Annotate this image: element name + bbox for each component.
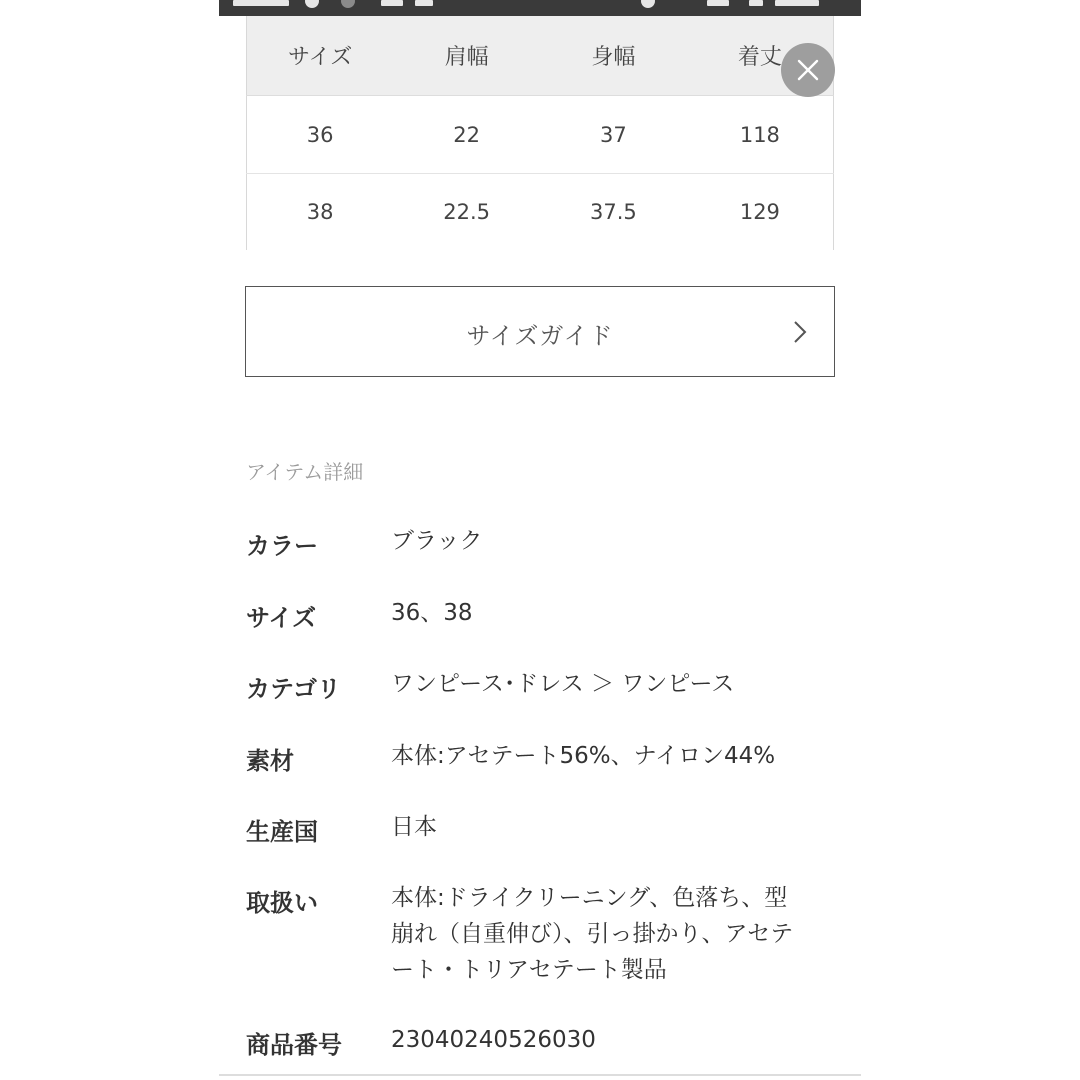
table-cell: 37 [540, 96, 687, 174]
table-cell: 37.5 [589, 200, 637, 224]
table-row [247, 174, 834, 251]
size-table-header: サイズ [247, 16, 394, 96]
detail-label: カテゴリ [246, 675, 342, 703]
detail-label: カラー [246, 532, 318, 560]
signal-icon [707, 0, 729, 6]
table-cell: 129 [739, 200, 780, 224]
chevron-right-icon [793, 320, 807, 344]
detail-label: サイズ [246, 604, 317, 632]
close-icon [796, 58, 820, 82]
notification-icon [381, 0, 403, 6]
detail-label: 素材 [246, 747, 294, 775]
table-cell: 22 [393, 96, 540, 174]
table-cell: 118 [687, 96, 834, 174]
detail-value: 36、38 [391, 600, 473, 626]
clock-fragment [233, 0, 289, 6]
detail-value: ブラック [391, 528, 483, 554]
notification-icon [415, 0, 433, 6]
battery-percent [775, 0, 819, 6]
battery-icon [749, 0, 763, 6]
notification-icon [305, 0, 319, 8]
size-table [246, 16, 834, 250]
care-line: 崩れ（自重伸び）、引っ掛かり、アセテ [391, 921, 794, 947]
size-guide-button[interactable] [245, 286, 835, 377]
size-table-header: 肩幅 [393, 16, 540, 96]
size-table-header: 身幅 [540, 16, 687, 96]
detail-label: 取扱い [246, 889, 318, 917]
item-details-heading: アイテム詳細 [246, 460, 364, 484]
detail-value: 23040240526030 [391, 1027, 596, 1053]
detail-value: 本体:アセテート56%、ナイロン44% [391, 743, 776, 769]
detail-value-care [391, 880, 831, 988]
phone-screen [219, 0, 861, 1080]
table-cell: 38 [306, 200, 334, 224]
status-bar [219, 0, 861, 16]
size-table-header: 着丈 [687, 16, 834, 96]
detail-value: ワンピース･ドレス ＞ ワンピース [391, 671, 735, 697]
care-line: ート・トリアセテート製品 [391, 957, 667, 983]
table-cell: 36 [247, 96, 394, 174]
close-button[interactable] [781, 43, 835, 97]
table-cell: 22.5 [443, 200, 490, 224]
detail-label: 商品番号 [246, 1031, 342, 1059]
alarm-icon [641, 0, 655, 8]
detail-value: 日本 [391, 814, 437, 840]
notification-icon [341, 0, 355, 8]
table-row [247, 96, 834, 174]
detail-label: 生産国 [246, 818, 318, 846]
care-line: 本体:ドライクリーニング、色落ち、型 [391, 885, 788, 911]
divider [219, 1074, 861, 1076]
size-table-header-row [247, 16, 834, 96]
size-guide-label: サイズガイド [466, 322, 614, 350]
